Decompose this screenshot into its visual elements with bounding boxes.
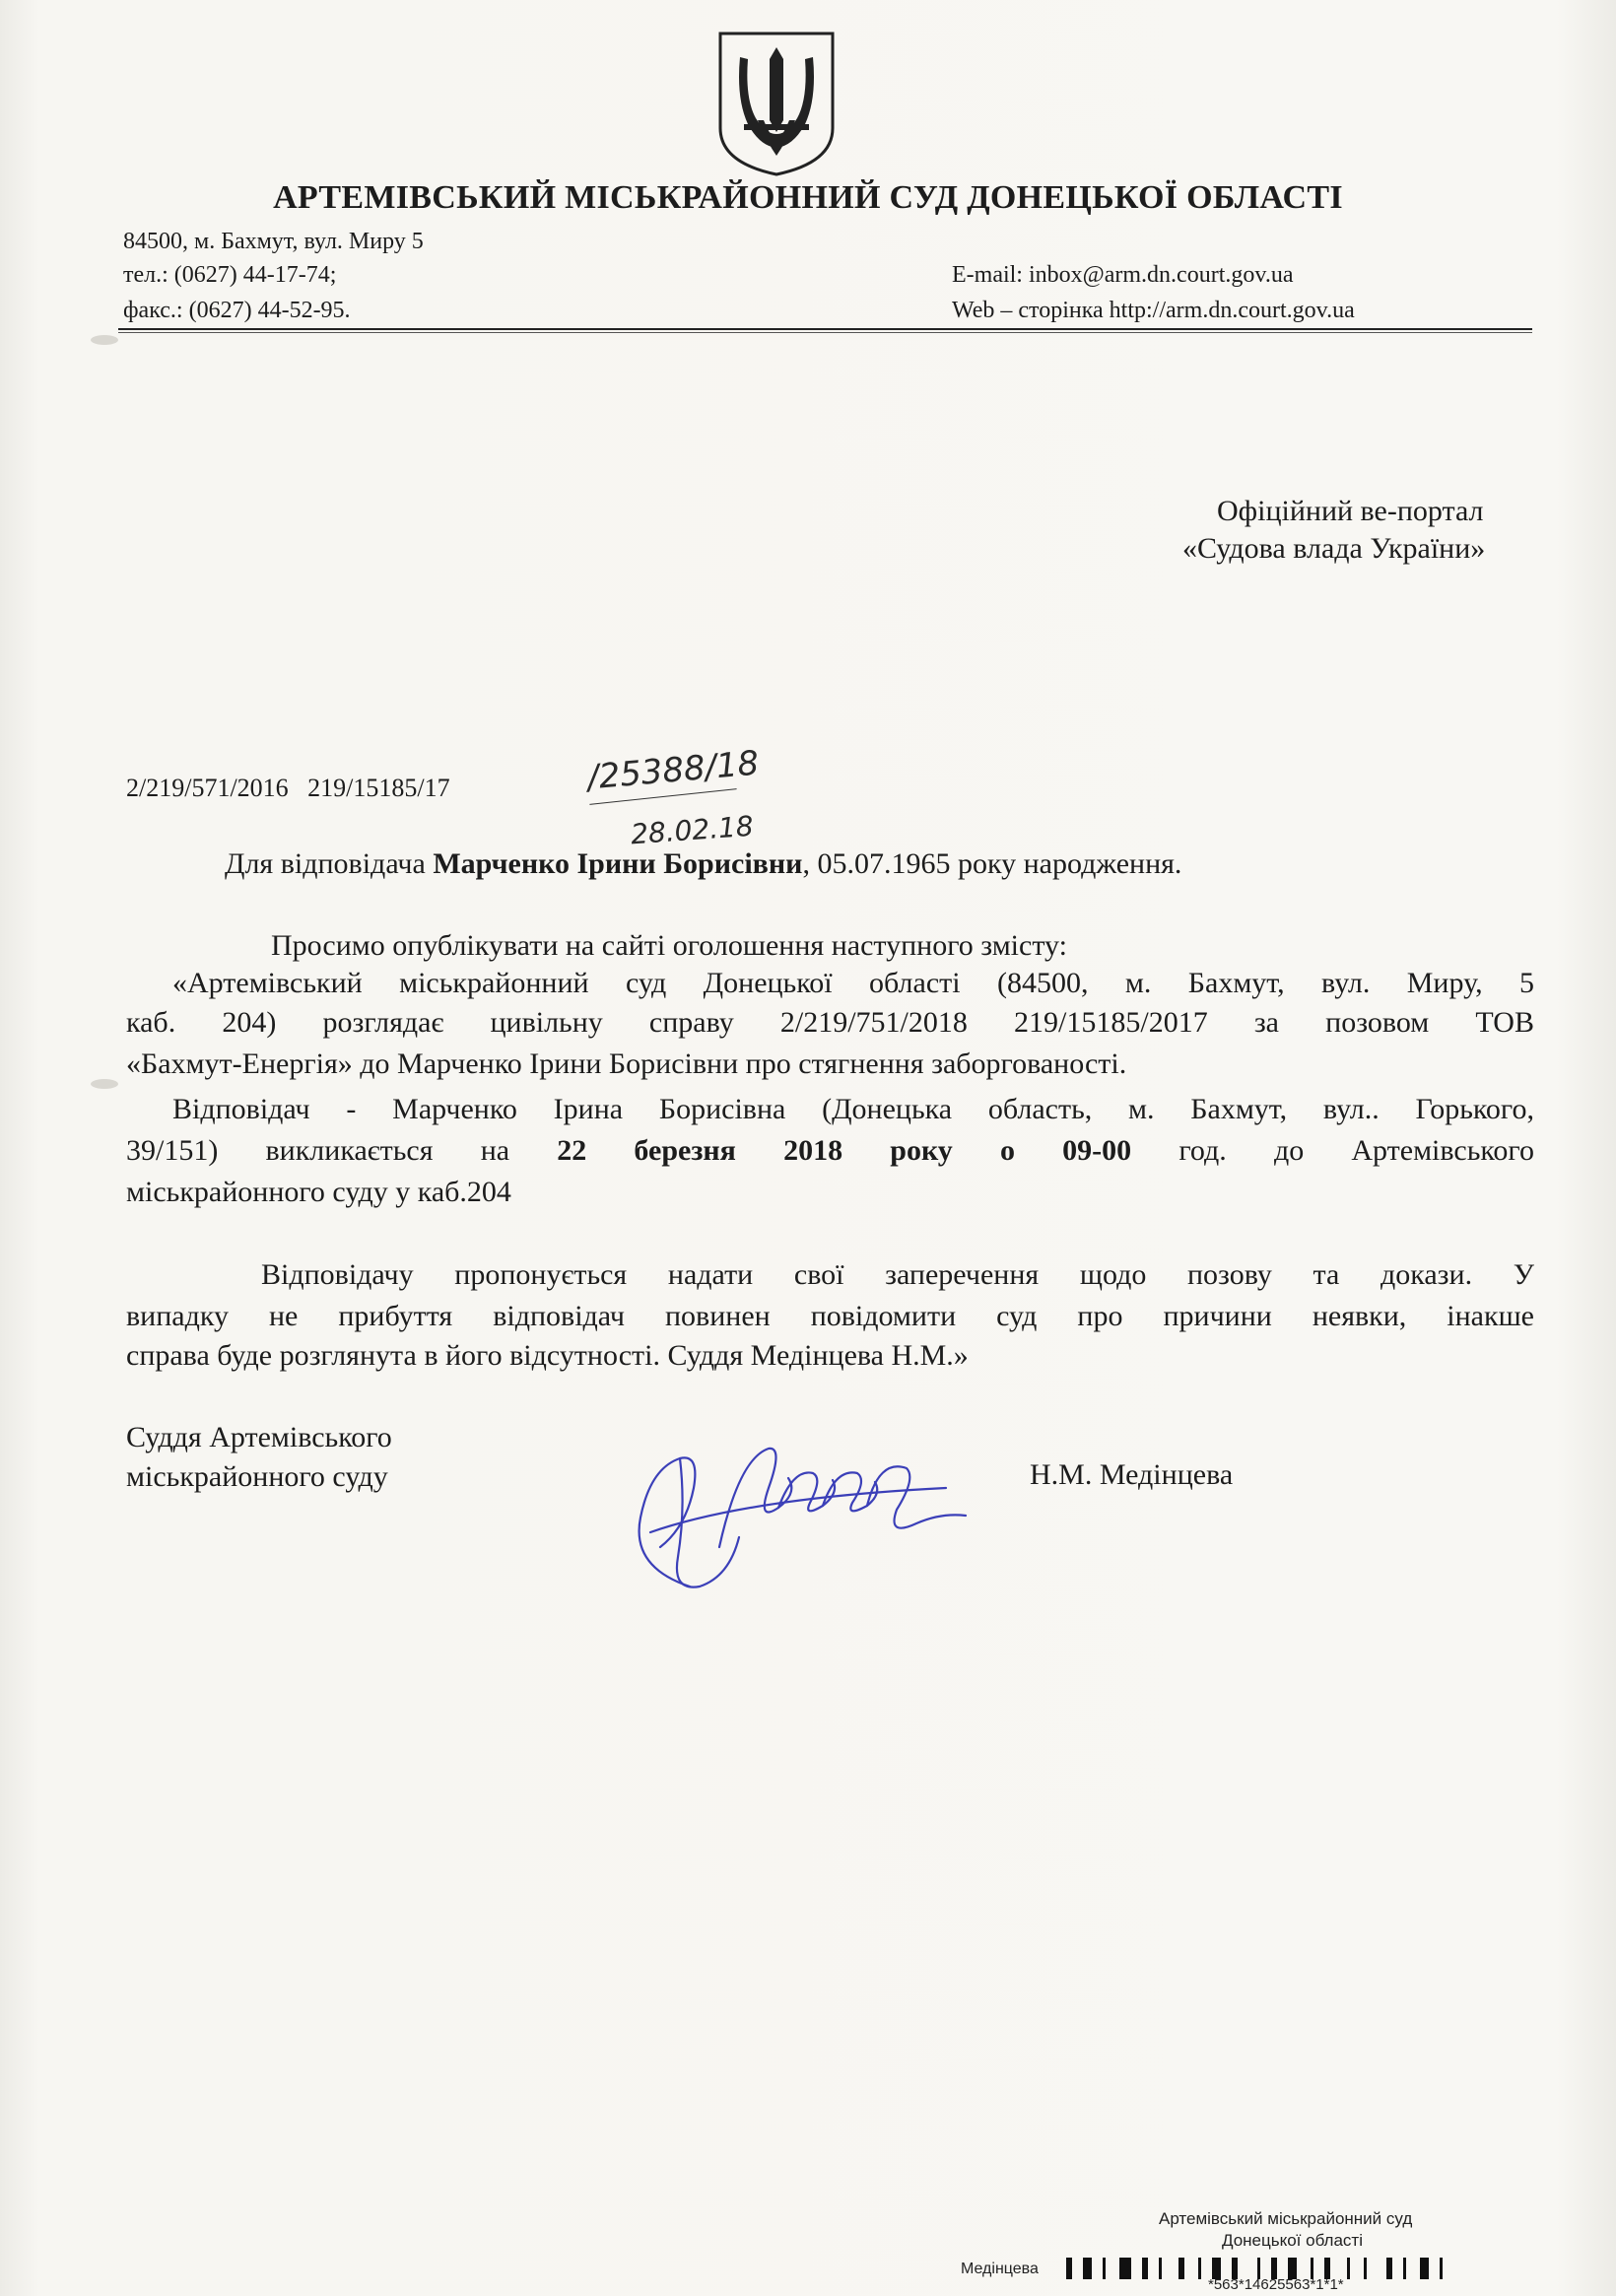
body-line: випадку не прибуття відповідач повинен повідомити суд про причини неявки, інакше <box>126 1300 1534 1332</box>
court-name: АРТЕМІВСЬКИЙ МІСЬКРАЙОННИЙ СУД ДОНЕЦЬКОЇ ОБЛАСТІ <box>273 179 1343 216</box>
barcode-bar <box>1364 2258 1367 2279</box>
court-web: Web – сторінка http://arm.dn.court.gov.ua <box>952 298 1355 323</box>
body-line-hearing <box>126 1133 1534 1169</box>
court-phone: тел.: (0627) 44-17-74; <box>123 262 337 288</box>
addressee-name: Марченко Ірини Борисівни <box>433 847 803 880</box>
header-rule <box>118 328 1532 330</box>
body-line: Відповідач - Марченко Ірина Борисівна (Донецька область, м. Бахмут, вул.. Горького, <box>172 1093 1534 1125</box>
signature-title-line-1: Суддя Артемівського <box>126 1421 392 1453</box>
body-text-fragment: 39/151) викликається на <box>126 1134 558 1167</box>
barcode-bar <box>1198 2258 1201 2279</box>
body-intro: Просимо опублікувати на сайті оголошення наступного змісту: <box>271 929 1067 962</box>
recipient-line-2: «Судова влада України» <box>1182 532 1486 565</box>
barcode-bar <box>1066 2258 1072 2279</box>
barcode-bar <box>1178 2258 1184 2279</box>
court-email: E-mail: inbox@arm.dn.court.gov.ua <box>952 262 1294 288</box>
body-line: Відповідачу пропонується надати свої заперечення щодо позову та докази. У <box>261 1258 1534 1291</box>
stamp-judge-name: Медінцева <box>961 2261 1039 2277</box>
body-line: справа буде розглянута в його відсутності. Суддя Медінцева Н.М.» <box>126 1339 969 1372</box>
case-numbers: 2/219/571/2016 219/15185/17 <box>126 774 450 802</box>
barcode-bar <box>1103 2258 1106 2279</box>
addressee-suffix: , 05.07.1965 року народження. <box>802 847 1182 880</box>
barcode-bar <box>1403 2258 1406 2279</box>
body-text-fragment: год. до Артемівського <box>1131 1134 1534 1167</box>
addressee-line <box>225 847 1181 881</box>
addressee-prefix: Для відповідача <box>225 847 434 880</box>
barcode-bar <box>1142 2258 1148 2279</box>
body-line: «Бахмут-Енергія» до Марченко Ірини Борисівни про стягнення заборгованості. <box>126 1047 1127 1080</box>
recipient-line-1: Офіційний ве-портал <box>1217 495 1484 527</box>
barcode-bar <box>1386 2258 1392 2279</box>
handwritten-registration-number: /25388/18 <box>585 743 761 798</box>
barcode-bar <box>1420 2258 1429 2279</box>
binder-hole <box>91 335 118 345</box>
body-line: каб. 204) розглядає цивільну справу 2/219/751/2018 219/15185/2017 за позовом ТОВ <box>126 1006 1534 1039</box>
signature-title-line-2: міськрайонного суду <box>126 1460 388 1493</box>
trident-coat-of-arms-icon <box>714 30 839 177</box>
binder-hole <box>91 1079 118 1089</box>
barcode-bar <box>1119 2258 1131 2279</box>
signature-name: Н.М. Медінцева <box>1030 1458 1234 1491</box>
barcode-bar <box>1083 2258 1092 2279</box>
court-address: 84500, м. Бахмут, вул. Миру 5 <box>123 229 424 254</box>
handwritten-registration-date: 28.02.18 <box>630 809 755 851</box>
header-rule-thin <box>118 332 1532 333</box>
stamp-barcode-code: *563*14625563*1*1* <box>1208 2276 1344 2293</box>
barcode-bar <box>1347 2258 1350 2279</box>
court-fax: факс.: (0627) 44-52-95. <box>123 298 351 323</box>
barcode-bar <box>1159 2258 1162 2279</box>
barcode-bar <box>1440 2258 1443 2279</box>
hearing-date: 22 березня 2018 року о 09-00 <box>557 1134 1132 1167</box>
stamp-court-line-2: Донецької області <box>1222 2231 1363 2250</box>
stamp-court-line-1: Артемівський міськрайонний суд <box>1159 2209 1413 2228</box>
handwritten-signature <box>621 1399 976 1611</box>
body-line: «Артемівський міськрайонний суд Донецької області (84500, м. Бахмут, вул. Миру, 5 <box>172 967 1534 999</box>
body-line: міськрайонного суду у каб.204 <box>126 1176 511 1208</box>
